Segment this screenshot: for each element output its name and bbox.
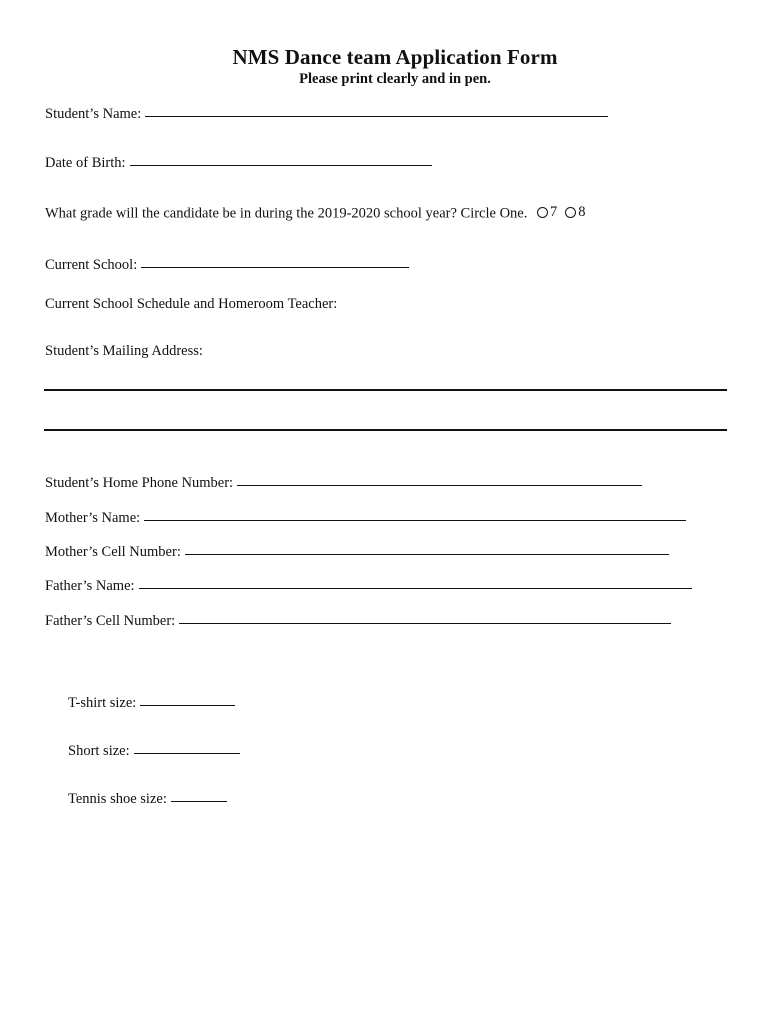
schedule-label: Current School Schedule and Homeroom Teacher: [45, 296, 338, 312]
mother-name-label: Mother’s Name: [45, 510, 141, 526]
dob-row [45, 154, 432, 172]
tshirt-label: T-shirt size: [68, 695, 137, 711]
current-school-row [45, 256, 409, 274]
grade-radio-group [537, 203, 594, 221]
short-field[interactable] [134, 752, 240, 754]
mother-name-field[interactable] [144, 519, 686, 521]
shoe-row [68, 790, 227, 808]
short-row [68, 742, 240, 760]
mailing-address-label: Student’s Mailing Address: [45, 343, 203, 359]
father-name-field[interactable] [139, 587, 692, 589]
address-line-2[interactable] [44, 429, 727, 431]
dob-field[interactable] [130, 164, 432, 166]
shoe-label: Tennis shoe size: [68, 791, 167, 807]
mother-cell-row [45, 543, 669, 561]
grade-question: What grade will the candidate be in during the 2019-2020 school year? Circle One. [45, 205, 528, 222]
home-phone-label: Student’s Home Phone Number: [45, 475, 234, 491]
home-phone-field[interactable] [237, 484, 642, 486]
form-title: NMS Dance team Application Form [232, 45, 558, 69]
grade-option-8[interactable] [565, 203, 585, 221]
father-cell-field[interactable] [179, 622, 671, 624]
father-name-row [45, 577, 692, 595]
radio-circle-icon [565, 207, 576, 218]
father-cell-row [45, 612, 671, 630]
grade-row [45, 203, 594, 223]
grade-option-7[interactable] [537, 203, 557, 221]
mother-cell-field[interactable] [185, 553, 669, 555]
father-cell-label: Father’s Cell Number: [45, 613, 176, 629]
home-phone-row [45, 474, 642, 492]
shoe-field[interactable] [171, 800, 227, 802]
mailing-address-row [45, 342, 203, 360]
student-name-field[interactable] [145, 115, 608, 117]
current-school-label: Current School: [45, 257, 138, 273]
address-line-1[interactable] [44, 389, 727, 391]
schedule-row [45, 295, 337, 313]
grade-option-7-label: 7 [550, 204, 558, 220]
grade-option-8-label: 8 [578, 204, 586, 220]
dob-label: Date of Birth: [45, 155, 126, 171]
student-name-label: Student’s Name: [45, 106, 142, 122]
current-school-field[interactable] [141, 266, 409, 268]
short-label: Short size: [68, 743, 130, 759]
tshirt-field[interactable] [140, 704, 235, 706]
form-subtitle: Please print clearly and in pen. [299, 71, 491, 87]
student-name-row [45, 105, 608, 123]
father-name-label: Father’s Name: [45, 578, 135, 594]
tshirt-row [68, 694, 235, 712]
mother-cell-label: Mother’s Cell Number: [45, 544, 181, 560]
radio-circle-icon [537, 207, 548, 218]
mother-name-row [45, 509, 686, 527]
